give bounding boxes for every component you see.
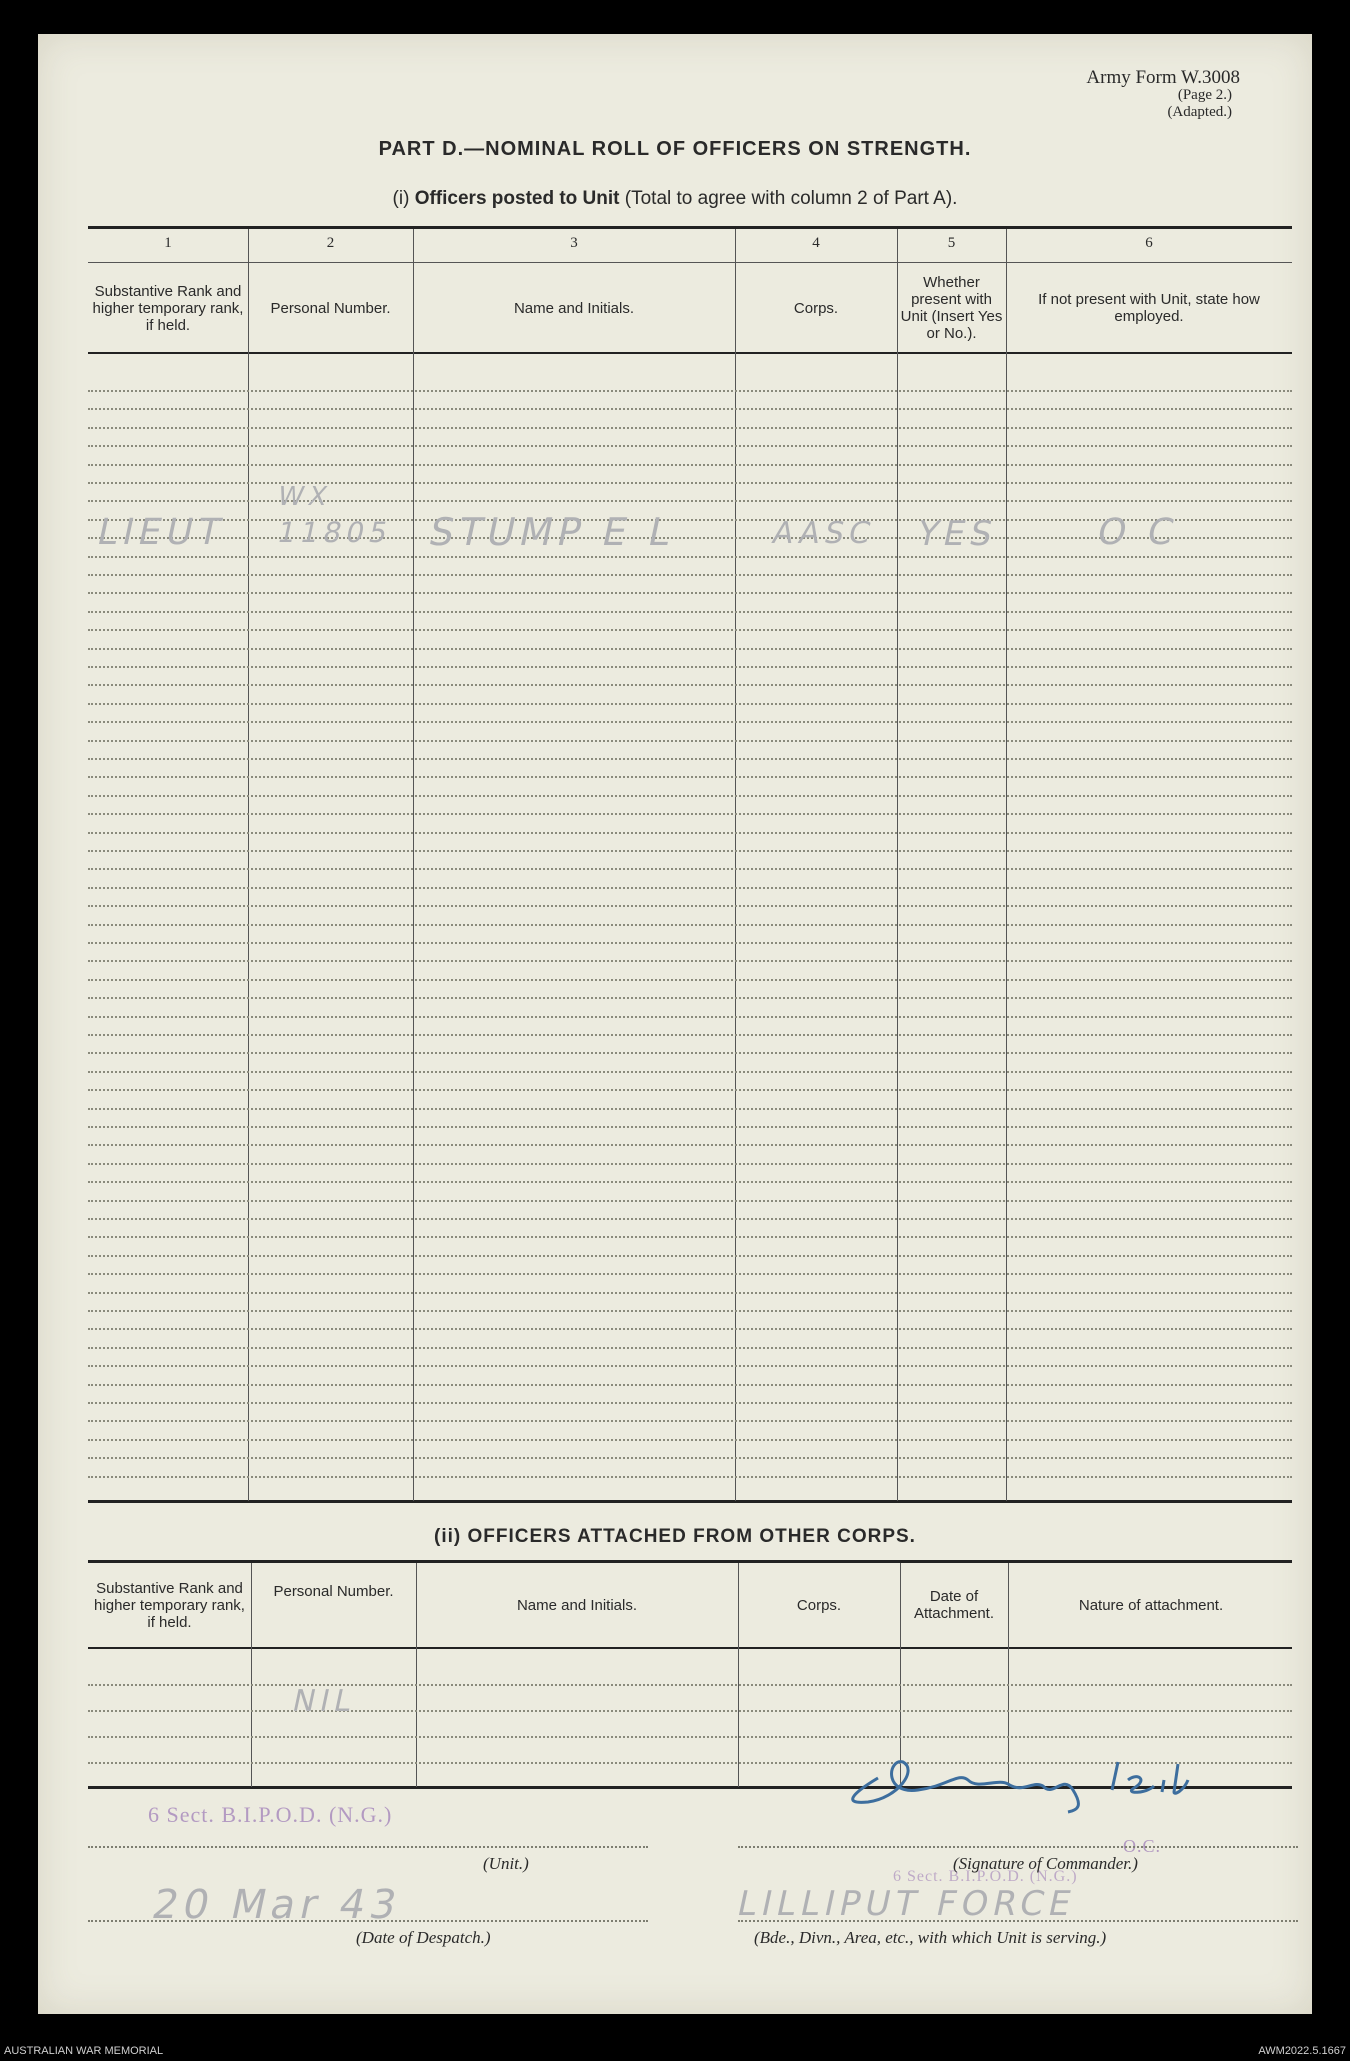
commander-signature (828, 1750, 1248, 1820)
unit-line (88, 1846, 648, 1848)
section2-entry: NIL (289, 1684, 360, 1719)
col-header-corps: Corps. (793, 299, 839, 317)
ruled-line (88, 611, 1292, 613)
table2-top-rule (88, 1560, 1292, 1563)
entry-personal-number: 11805 (274, 516, 396, 549)
entry-employed: O C (1093, 512, 1183, 553)
ruled-line (88, 1476, 1292, 1478)
part-title: PART D.—NOMINAL ROLL OF OFFICERS ON STRENGTH. (378, 138, 972, 160)
ruled-line (88, 960, 1292, 962)
ruled-line (88, 979, 1292, 981)
ruled-line (88, 1736, 1292, 1738)
section1-heading-rest: (Total to agree with column 2 of Part A). (624, 188, 958, 209)
ruled-line (88, 942, 1292, 944)
table1-top-rule (88, 226, 1292, 229)
ruled-line (88, 740, 1292, 742)
entry-number-prefix: WX (274, 482, 335, 512)
signature-line (738, 1846, 1298, 1848)
ruled-line (88, 703, 1292, 705)
credit-left: AUSTRALIAN WAR MEMORIAL (4, 2045, 164, 2057)
ruled-line (88, 1181, 1292, 1183)
ruled-line (88, 1089, 1292, 1091)
ruled-line (88, 1310, 1292, 1312)
ruled-line (88, 1384, 1292, 1386)
col-header-name: Name and Initials. (513, 299, 635, 317)
form-page (38, 34, 1312, 2014)
ruled-line (88, 482, 1292, 484)
entry-name: STUMP E L (425, 510, 680, 554)
section1-heading-bold: Officers posted to Unit (414, 188, 620, 209)
form-adapted-note: (Adapted.) (1167, 104, 1232, 120)
signature-stamp-unit: 6 Sect. B.I.P.O.D. (N.G.) (893, 1868, 1078, 1885)
form-page-number: (Page 2.) (1177, 87, 1232, 103)
ruled-line (88, 408, 1292, 410)
form-number: Army Form W.3008 (1086, 67, 1240, 88)
ruled-line (88, 850, 1292, 852)
t2-header-corps: Corps. (796, 1596, 842, 1614)
ruled-line (88, 905, 1292, 907)
ruled-line (88, 464, 1292, 466)
ruled-line (88, 592, 1292, 594)
ruled-line (88, 758, 1292, 760)
ruled-line (88, 629, 1292, 631)
ruled-line (88, 427, 1292, 429)
col-header-employed: If not present with Unit, state how employed. (1038, 291, 1260, 325)
ruled-line (88, 1420, 1292, 1422)
col-header-rank: Substantive Rank and higher temporary rank, if held. (92, 282, 244, 334)
t2-header-date: Date of Attachment. (913, 1588, 995, 1622)
ruled-line (88, 721, 1292, 723)
unit-stamp: 6 Sect. B.I.P.O.D. (N.G.) (148, 1802, 393, 1827)
table2-divider-2 (416, 1563, 417, 1787)
ruled-line (88, 1402, 1292, 1404)
ruled-line (88, 832, 1292, 834)
ruled-line (88, 997, 1292, 999)
t2-header-personal-number: Personal Number. (273, 1582, 394, 1600)
ruled-line (88, 1273, 1292, 1275)
ruled-line (88, 445, 1292, 447)
col-number-3: 3 (570, 235, 578, 251)
ruled-line (88, 1144, 1292, 1146)
ruled-line (88, 1200, 1292, 1202)
ruled-line (88, 924, 1292, 926)
ruled-line (88, 1163, 1292, 1165)
force-name: LILLIPUT FORCE (733, 1884, 1080, 1924)
signature-caption: (Signature of Commander.) (953, 1854, 1138, 1873)
ruled-line (88, 500, 1292, 502)
ruled-line (88, 1292, 1292, 1294)
ruled-line (88, 1347, 1292, 1349)
col-number-1: 1 (164, 235, 172, 251)
ruled-line (88, 1328, 1292, 1330)
ruled-line (88, 1365, 1292, 1367)
entry-corps: AASC (769, 516, 879, 551)
ruled-line (88, 556, 1292, 558)
entry-present: YES (913, 514, 1002, 554)
table1-header-rule (88, 352, 1292, 354)
col-header-present: Whether present with Unit (Insert Yes or No.). (900, 274, 1003, 342)
ruled-line (88, 1457, 1292, 1459)
ruled-line (88, 1684, 1292, 1686)
credit-right: AWM2022.5.1667 (1258, 2045, 1346, 2057)
ruled-line (88, 1255, 1292, 1257)
col-number-6: 6 (1145, 235, 1153, 251)
ruled-line (88, 390, 1292, 392)
t2-header-rank: Substantive Rank and higher temporary rank, if held. (94, 1579, 245, 1631)
ruled-line (88, 795, 1292, 797)
ruled-line (88, 1034, 1292, 1036)
col-number-2: 2 (326, 235, 335, 251)
table2-divider-3 (738, 1563, 739, 1787)
table2-divider-1 (251, 1563, 252, 1787)
entry-rank: LIEUT (93, 512, 230, 553)
section2-heading: (ii) OFFICERS ATTACHED FROM OTHER CORPS. (434, 1526, 916, 1547)
ruled-line (88, 666, 1292, 668)
date-of-despatch: 20 Mar 43 (148, 1882, 406, 1928)
ruled-line (88, 776, 1292, 778)
ruled-line (88, 684, 1292, 686)
unit-caption: (Unit.) (483, 1854, 529, 1873)
ruled-line (88, 1016, 1292, 1018)
ruled-line (88, 648, 1292, 650)
t2-header-name: Name and Initials. (516, 1596, 638, 1614)
force-caption: (Bde., Divn., Area, etc., with which Unit is serving.) (754, 1928, 1107, 1947)
t2-header-nature: Nature of attachment. (1078, 1596, 1224, 1614)
ruled-line (88, 1236, 1292, 1238)
col-number-4: 4 (812, 235, 820, 251)
date-line (88, 1920, 648, 1922)
force-line (738, 1920, 1298, 1922)
ruled-line (88, 887, 1292, 889)
ruled-line (88, 1710, 1292, 1712)
ruled-line (88, 1071, 1292, 1073)
section1-heading (38, 188, 1312, 210)
ruled-line (88, 1108, 1292, 1110)
section1-heading-num: (i) (392, 188, 410, 209)
ruled-line (88, 1052, 1292, 1054)
table1-colnum-rule (88, 262, 1292, 263)
table1-bottom-rule (88, 1500, 1292, 1503)
ruled-line (88, 1439, 1292, 1441)
ruled-line (88, 574, 1292, 576)
col-number-5: 5 (947, 235, 956, 251)
col-header-personal-number: Personal Number. (270, 299, 391, 317)
ruled-line (88, 813, 1292, 815)
date-caption: (Date of Despatch.) (356, 1928, 491, 1947)
table2-header-rule (88, 1647, 1292, 1649)
ruled-line (88, 1126, 1292, 1128)
form-number-block (1086, 68, 1240, 121)
signature-stamp-oc: O.C. (1123, 1836, 1162, 1856)
ruled-line (88, 1218, 1292, 1220)
ruled-line (88, 868, 1292, 870)
